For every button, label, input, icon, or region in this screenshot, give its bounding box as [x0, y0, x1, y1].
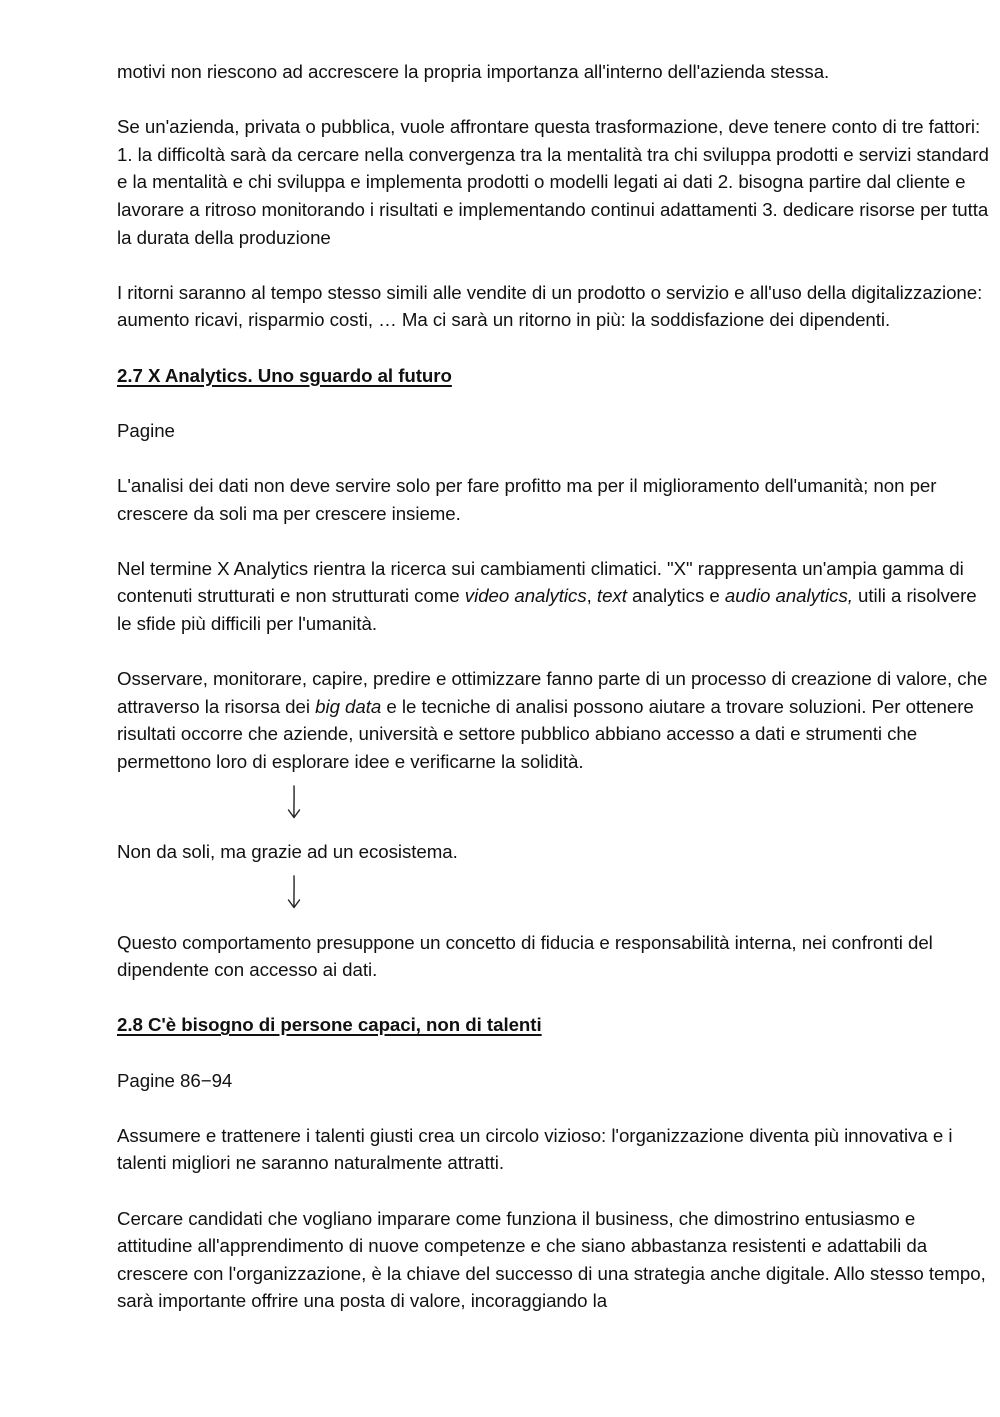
page-reference: Pagine: [117, 419, 175, 441]
text-run: Osservare, monitorare, capire, predire e ottimizzare fanno parte di un processo di creazione di valore, che attraverso la risorsa dei: [117, 668, 988, 717]
emphasis-text: video analytics: [464, 585, 587, 607]
emphasis-text: audio analytics,: [724, 585, 853, 607]
section-heading: 2.7 X Analytics. Uno sguardo al futuro: [117, 364, 452, 386]
paragraph: Questo comportamento presuppone un concetto di fiducia e responsabilità interna, nei confronti del dipendente con accesso ai dati.: [117, 931, 933, 981]
text-run: utili a risolvere le sfide più difficili per l'umanità.: [117, 585, 977, 634]
paragraph: Assumere e trattenere i talenti giusti crea un circolo vizioso: l'organizzazione diventa più innovativa e i talenti migliori ne saranno naturalmente attratti.: [117, 1124, 953, 1174]
paragraph: Non da soli, ma grazie ad un ecosistema.: [117, 841, 458, 863]
text-run: Nel termine X Analytics rientra la ricerca sui cambiamenti climatici. "X" rappresenta un'ampia gamma di contenuti strutturati e non strutturati come: [117, 557, 964, 607]
down-arrow-icon: [117, 873, 992, 901]
section-heading: 2.8 C'è bisogno di persone capaci, non di talenti: [117, 1014, 542, 1036]
paragraph: motivi non riescono ad accrescere la propria importanza all'interno dell'azienda stessa.: [117, 61, 830, 82]
paragraph: L'analisi dei dati non deve servire solo per fare profitto ma per il miglioramento dell'umanità; non per crescere da soli ma per crescere insieme.: [117, 474, 937, 524]
paragraph: [117, 555, 992, 638]
text-run: analytics e: [626, 585, 725, 607]
document-page: [117, 58, 992, 1343]
emphasis-text: big data: [315, 695, 382, 717]
down-arrow-icon: [117, 783, 992, 811]
paragraph: Cercare candidati che vogliano imparare come funziona il business, che dimostrino entusiasmo e attitudine all'apprendimento di nuove competenze e che siano abbastanza resistenti e adattabili da crescere con l'organizzazione, è la chiave del successo di una strategia anche digitale. Allo stesso tempo, sarà importante offrire una posta di valore, incoraggiando la: [117, 1207, 986, 1312]
emphasis-text: text: [596, 585, 627, 607]
text-run: ,: [586, 585, 597, 607]
text-run: e le tecniche di analisi possono aiutare a trovare soluzioni. Per ottenere risultati occorre che aziende, università e settore pubblico abbiano accesso a dati e strumenti che permettono loro di esplorare idee e verificarne la solidità.: [117, 695, 974, 772]
paragraph: I ritorni saranno al tempo stesso simili alle vendite di un prodotto o servizio e all'uso della digitalizzazione: aumento ricavi, risparmio costi, … Ma ci sarà un ritorno in più: la soddisfazione dei dipendenti.: [117, 281, 983, 331]
paragraph: [117, 665, 992, 775]
paragraph: Se un'azienda, privata o pubblica, vuole affrontare questa trasformazione, deve tenere conto di tre fattori: 1. la difficoltà sarà da cercare nella convergenza tra la mentalità tra chi sviluppa prodotti e servizi standard e la mentalità e chi sviluppa e implementa prodotti o modelli legati ai dati 2. bisogna partire dal cliente e lavorare a ritroso monitorando i risultati e implementando continui adattamenti 3. dedicare risorse per tutta la durata della produzione: [117, 116, 989, 248]
page-reference: Pagine 86−94: [117, 1069, 233, 1091]
